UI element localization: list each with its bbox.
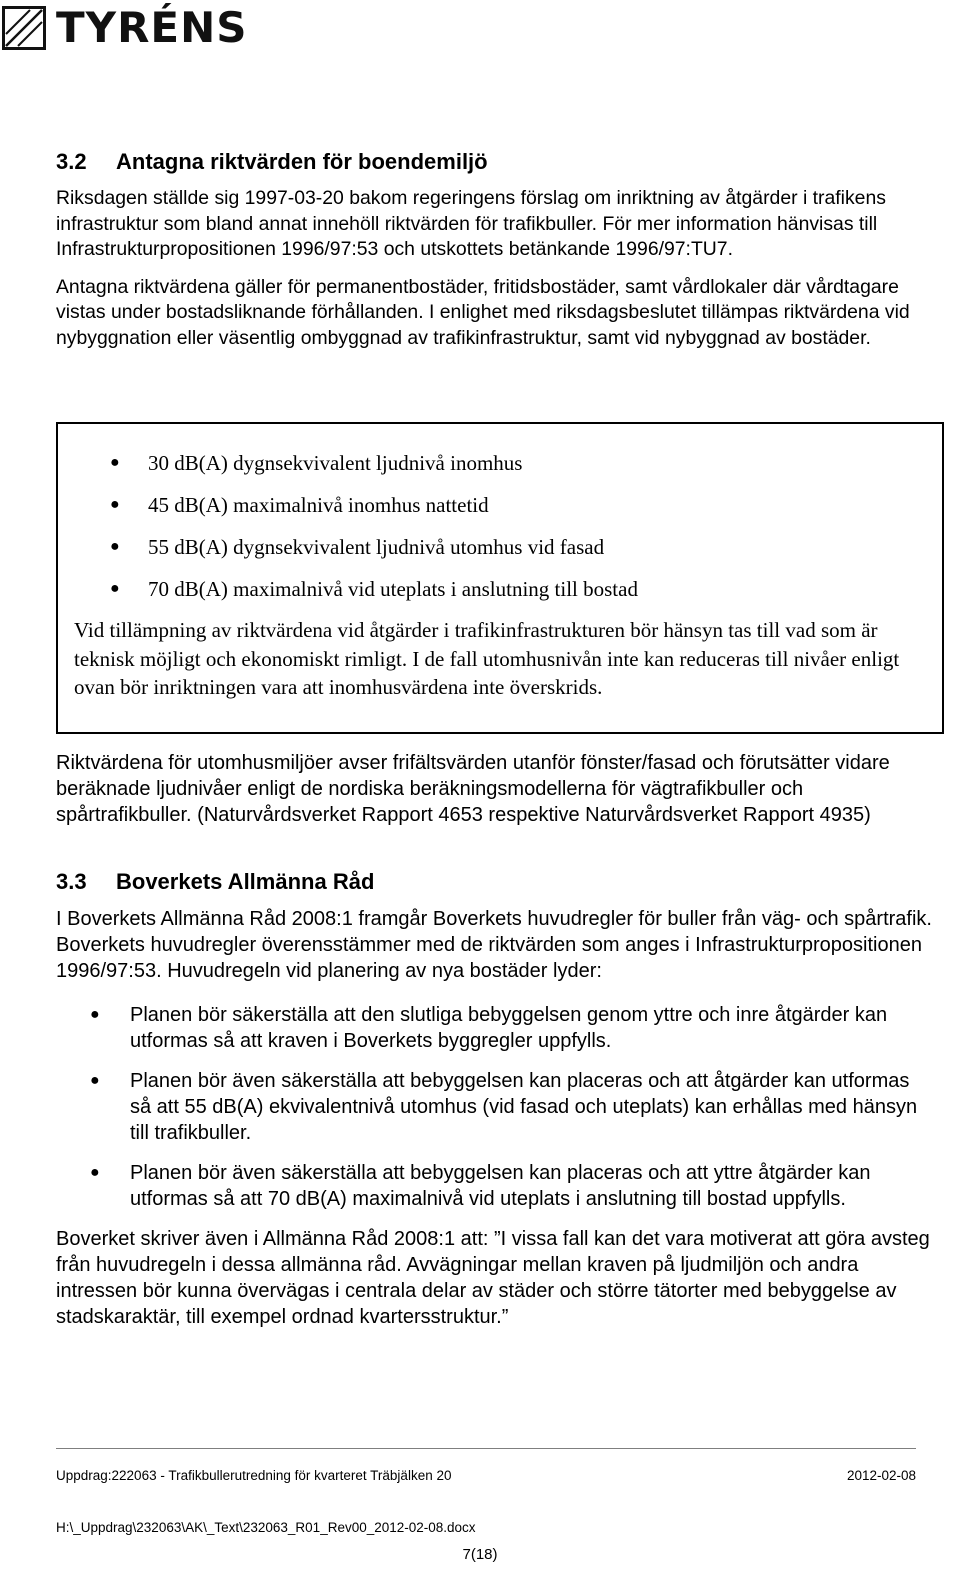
company-logo xyxy=(2,3,248,52)
list-item: ● 30 dB(A) dygnsekvivalent ljudnivå inomhus xyxy=(74,442,928,484)
bullet-icon: ● xyxy=(90,1072,100,1089)
section-3-3 xyxy=(56,868,936,1330)
paragraph-utomhusmiljoer: Riktvärdena för utomhusmiljöer avser frifältsvärden utanför fönster/fasad och förutsätter vidare beräknade ljudnivåer enligt de nordiska beräkningsmodellerna för vägtrafikbuller och spårtrafikbuller. (Naturvårdsverket Rapport 4653 respektive Naturvårdsverket Rapport 4935) xyxy=(56,752,890,826)
footer-date: 2012-02-08 xyxy=(846,1468,916,1483)
paragraph-riksdagen: Riksdagen ställde sig 1997-03-20 bakom regeringens förslag om inriktning av åtgärder i trafikens infrastruktur som bland annat innehöll riktvärden för trafikbuller. För mer information hänvisas till Infrastrukturpropositionen 1996/97:53 och utskottets betänkande 1996/97:TU7. xyxy=(56,187,886,260)
footer-assignment: Uppdrag:222063 - Trafikbullerutredning för kvarteret Träbjälken 20 xyxy=(56,1468,452,1483)
list-item: ● Planen bör även säkerställa att bebyggelsen kan placeras och att åtgärder kan utformas så att 55 dB(A) ekvivalentnivå utomhus (vid fasad och uteplats) kan erhållas med hänsyn till trafikbuller. xyxy=(90,1070,918,1144)
section-3-2 xyxy=(56,148,936,351)
list-item: ● 70 dB(A) maximalnivå vid uteplats i anslutning till bostad xyxy=(74,568,928,610)
page-number: 7(18) xyxy=(462,1546,498,1563)
section-heading-3-2 xyxy=(56,148,936,176)
paragraph-boverket-intro: I Boverkets Allmänna Råd 2008:1 framgår Boverkets huvudregler för buller från väg- och spårtrafik. Boverkets huvudregler överensstämmer med de riktvärden som anges i Infrastrukturpropositionen 1996/97:53. Huvudregeln vid planering av nya bostäder lyder: xyxy=(56,908,932,982)
list-item: ● 55 dB(A) dygnsekvivalent ljudnivå utomhus vid fasad xyxy=(74,526,928,568)
section-title: Boverkets Allmänna Råd xyxy=(116,869,375,894)
logo-text: TYRÉNS xyxy=(56,3,248,52)
guideline-values-box xyxy=(56,422,944,734)
list-item: ● 45 dB(A) maximalnivå inomhus nattetid xyxy=(74,484,928,526)
footer-divider xyxy=(56,1448,916,1449)
bullet-icon: ● xyxy=(110,454,120,471)
section-continuation xyxy=(56,750,936,1330)
list-item: ● Planen bör säkerställa att den slutliga bebyggelsen genom yttre och inre åtgärder kan utformas så att kraven i Boverkets byggregler uppfylls. xyxy=(90,1004,888,1052)
section-heading-3-3 xyxy=(56,868,936,896)
bullet-icon: ● xyxy=(90,1164,100,1181)
footer-file-path: H:\_Uppdrag\232063\AK\_Text\232063_R01_Rev00_2012-02-08.docx xyxy=(56,1520,476,1535)
bullet-icon: ● xyxy=(90,1006,100,1023)
guideline-values-list xyxy=(74,442,928,610)
paragraph-antagna-riktvarden: Antagna riktvärdena gäller för permanentbostäder, fritidsbostäder, samt vårdlokaler där vårdtagare vistas under bostadsliknande förhållanden. I enlighet med riksdagsbeslutet tillämpas riktvärdena vid nybyggnation eller väsentlig ombyggnad av trafikinfrastruktur, samt vid nybyggnad av bostäder. xyxy=(56,275,910,349)
box-note: Vid tillämpning av riktvärdena vid åtgärder i trafikinfrastrukturen bör hänsyn tas till vad som är teknisk möjligt och ekonomiskt rimligt. I de fall utomhusnivån inte kan reduceras till nivåer enligt ovan bör inriktningen vara att inomhusvärdena inte överskrids. xyxy=(74,618,900,699)
tyrens-logo-icon xyxy=(2,6,46,50)
bullet-icon: ● xyxy=(110,580,120,597)
bullet-icon: ● xyxy=(110,538,120,555)
boverket-rules-list xyxy=(56,1002,936,1212)
paragraph-boverket-closing: Boverket skriver även i Allmänna Råd 2008:1 att: ”I vissa fall kan det vara motiverat att göra avsteg från huvudregeln i dessa allmänna råd. Avvägningar mellan kraven på ljudmiljön och andra intressen bör kunna övervägas i centrala delar av städer och större tätorter med bebyggelse av stadskaraktär, till exempel ordnad kvartersstruktur.” xyxy=(56,1228,930,1328)
section-title: Antagna riktvärden för boendemiljö xyxy=(116,149,488,174)
bullet-icon: ● xyxy=(110,496,120,513)
section-number: 3.3 xyxy=(56,869,87,894)
list-item: ● Planen bör även säkerställa att bebyggelsen kan placeras och att yttre åtgärder kan utformas så att 70 dB(A) maximalnivå vid uteplats i anslutning till bostad uppfylls. xyxy=(90,1162,871,1210)
section-number: 3.2 xyxy=(56,149,87,174)
